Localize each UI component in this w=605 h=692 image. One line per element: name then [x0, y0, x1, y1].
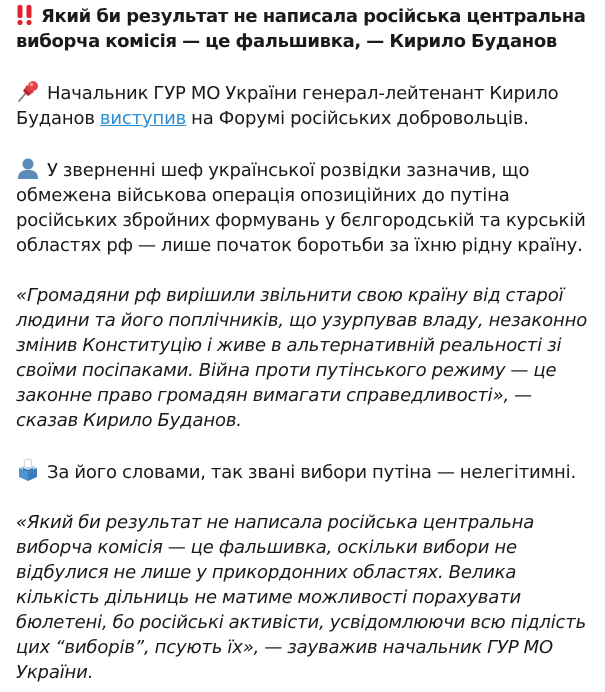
paragraph-elections — [16, 458, 589, 485]
paragraph-intelligence-chief — [16, 156, 589, 258]
quote-budanov-regime: «Громадяни рф вирішили звільнити свою країну від старої людини та його поплічників, що узурпував владу, незаконно змінив Конституцію і живе в альтернативній реальності зі своїми посіпаками. Війна проти путінського режиму — це законне право громадян вимагати справедливості», — сказав Кирило Буданов. — [16, 285, 588, 431]
quote-election-fake: «Який би результат не написала російська центральна виборча комісія — це фальшивка, оскільки вибори не відбулися не лише у прикордонних областях. Велика кількість дільниць не матиме можливості порахувати бюлетені, бо російські активісти, усвідомлюючи всю підлість цих “виборів”, псують їх», — зауважив начальник ГУР МО України. — [16, 512, 587, 683]
paragraph-intelligence-chief-text: У зверненні шеф української розвідки зазначив, що обмежена військова операція опозиційних до путіна російських збройних формувань у бєлгородській та курській областях рф — лише початок боротьби за їхню рідну країну. — [16, 160, 586, 256]
paragraph-forum-text-end: на Форумі російських добровольців. — [186, 108, 529, 129]
person-silhouette-icon — [16, 156, 40, 180]
paragraph-forum-text-start: Начальник ГУР МО України генерал-лейтенант Кирило Буданов — [16, 83, 559, 129]
forum-speech-link[interactable]: виступив — [99, 108, 187, 129]
paragraph-forum — [16, 79, 589, 131]
paragraph-elections-text: За його словами, так звані вибори путіна — нелегітимні. — [47, 462, 577, 483]
post-title — [16, 4, 589, 54]
double-exclamation-icon — [16, 4, 34, 26]
ballot-box-icon — [16, 458, 40, 482]
pushpin-icon — [16, 79, 40, 103]
post-title-text: Який би результат не написала російська центральна виборча комісія — це фальшивка, — Кирило Буданов — [16, 6, 586, 52]
